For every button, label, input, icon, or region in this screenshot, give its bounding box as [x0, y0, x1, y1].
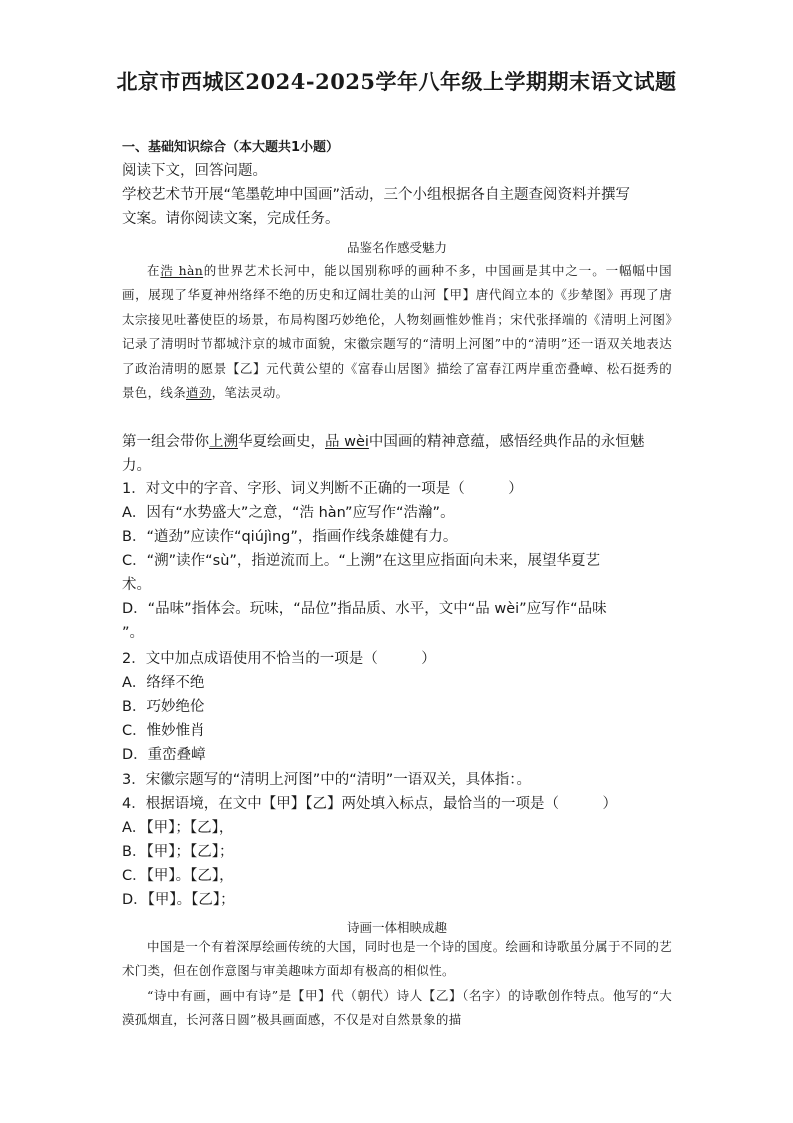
pinyin-pin-wei: 品 wèi: [325, 434, 369, 450]
word-shangsu: 上溯: [209, 434, 238, 450]
q1-option-b: B．“遒劲”应读作“qiújìng”，指画作线条雄健有力。: [122, 529, 458, 545]
q4-option-c: C．【甲】。【乙】，: [122, 868, 234, 884]
q2-option-a: A．络绎不绝: [122, 675, 205, 691]
q2-option-b: B．巧妙绝伦: [122, 699, 205, 715]
section-heading: 一、基础知识综合（本大题共1小题）: [122, 140, 340, 155]
group1-text-d: 力。: [122, 458, 151, 474]
group1-paragraph: [122, 430, 674, 478]
intro-line-3: 文案。请你阅读文案，完成任务。: [122, 211, 340, 227]
group1-text-c: 中国画的精神意蕴，感悟经典作品的永恒魅: [368, 434, 645, 450]
group1-text-a: 第一组会带你: [122, 434, 209, 450]
passage1-text-b: 的世界艺术长河中，能以国别称呼的画种不多，中国画是其中之一。一幅幅中国画，展现了华夏神州络绎不绝的历史和辽阔壮美的山河【甲】唐代阎立本的《步辇图》再现了唐太宗接见吐蕃使臣的场景，布局构图巧妙绝伦，人物刻画惟妙惟肖；宋代张择端的《清明上河图》记录了清明时节都城汴京的城市面貌，宋徽宗题写的“清明上河图”中的“清明”还一语双关地表达了政治清明的愿景【乙】元代黄公望的《富春山居图》描绘了富春江两岸重峦叠嶂、松石挺秀的景色，线条: [122, 263, 672, 401]
passage1-text-c: ，笔法灵动。: [211, 385, 289, 401]
pinyin-hao-han: 浩 hàn: [160, 263, 204, 278]
q1-option-c-cont: 术。: [122, 577, 151, 593]
q1-option-d-cont: ”。: [122, 625, 145, 641]
passage1-title: 品鉴名作感受魅力: [346, 240, 447, 255]
question-3-stem: 3．宋徽宗题写的“清明上河图”中的“清明”一语双关，具体指：。: [122, 772, 532, 788]
q2-option-d: D．重峦叠嶂: [122, 747, 206, 763]
q1-option-d: D．“品味”指体会。玩味，“品位”指品质、水平，文中“品 wèi”应写作“品味: [122, 601, 607, 617]
q1-option-a: A．因有“水势盛大”之意，“浩 hàn”应写作“浩瀚”。: [122, 505, 455, 521]
group1-text-b: 华夏绘画史，: [238, 434, 325, 450]
page-title: 北京市西城区2024-2025学年八年级上学期期末语文试题: [116, 69, 677, 94]
passage2-body: [122, 935, 672, 1033]
passage1-body: [122, 259, 672, 405]
passage2-paragraph-2: “诗中有画，画中有诗”是【甲】代（朝代）诗人【乙】（名字）的诗歌创作特点。他写的“大漠孤烟直，长河落日圆”极具画面感，不仅是对自然景象的描: [122, 987, 672, 1028]
intro-line-1: 阅读下文，回答问题。: [122, 163, 267, 179]
word-qiujin: 遒劲: [186, 385, 212, 401]
passage1-text-a: 在: [147, 263, 161, 278]
question-1-stem: 1．对文中的字音、字形、词义判断不正确的一项是（ ）: [122, 481, 523, 497]
passage2-paragraph-1: 中国是一个有着深厚绘画传统的大国，同时也是一个诗的国度。绘画和诗歌虽分属于不同的艺术门类，但在创作意图与审美趣味方面却有极高的相似性。: [122, 939, 672, 979]
q4-option-b: B．【甲】；【乙】；: [122, 844, 234, 860]
q1-option-c: C．“溯”读作“sù”，指逆流而上。“上溯”在这里应指面向未来，展望华夏艺: [122, 553, 600, 569]
passage2-title: 诗画一体相映成趣: [346, 920, 447, 935]
intro-line-2: 学校艺术节开展“笔墨乾坤中国画”活动，三个小组根据各自主题查阅资料并撰写: [122, 187, 631, 203]
q4-option-a: A．【甲】；【乙】，: [122, 820, 234, 836]
q4-option-d: D．【甲】。【乙】；: [122, 892, 235, 908]
q2-option-c: C．惟妙惟肖: [122, 723, 205, 739]
question-2-stem: 2．文中加点成语使用不恰当的一项是（ ）: [122, 651, 436, 667]
question-4-stem: 4．根据语境，在文中【甲】【乙】两处填入标点，最恰当的一项是（ ）: [122, 796, 617, 812]
